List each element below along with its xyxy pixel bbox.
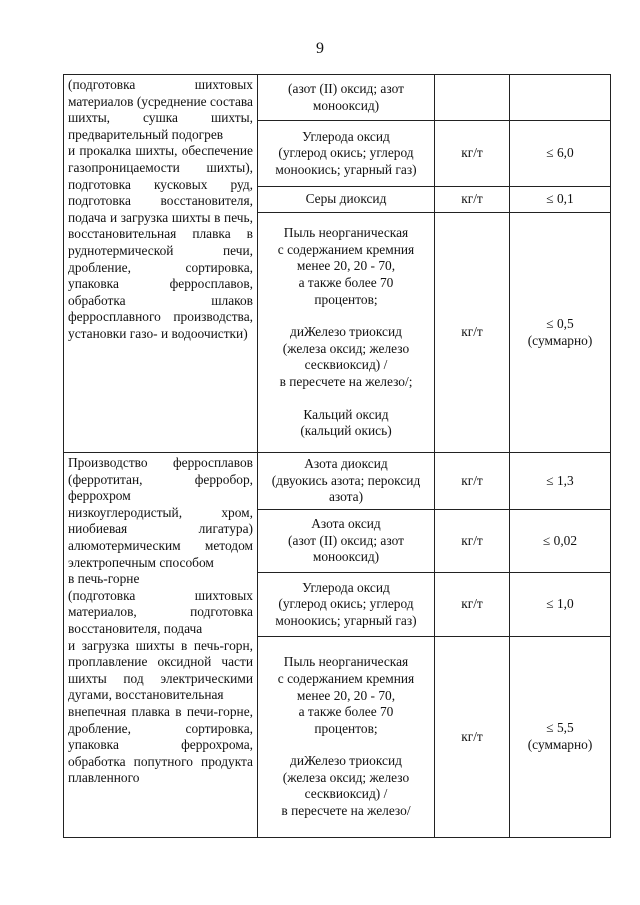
substance-line: Углерода оксид [302, 128, 390, 144]
substance-line: моноокись; угарный газ) [275, 161, 417, 177]
page-number: 9 [316, 40, 324, 57]
substance-line: (железа оксид; железо [282, 340, 410, 356]
substance-line: (углерод окись; углерод [278, 596, 414, 612]
unit-cell: кг/т [435, 213, 510, 453]
substance-line: (двуокись азота; пероксид [271, 472, 421, 488]
substance-cell [258, 510, 435, 573]
value-cell [510, 453, 611, 510]
value-cell [510, 637, 611, 838]
limit-note: (суммарно) [527, 737, 593, 752]
substance-line: менее 20, 20 - 70, [296, 687, 396, 703]
limit-value: ≤ 6,0 [546, 145, 574, 161]
unit-cell: кг/т [435, 453, 510, 510]
process-text: низкоуглеродистый, хром, ниобиевая лигатура) алюмотермическим методом электропечным способом [68, 504, 253, 570]
limit-value: ≤ 1,0 [546, 596, 574, 612]
substance-line: а также более 70 [298, 275, 394, 291]
process-text: (подготовка шихтовых материалов (усреднение состава шихты, сушка шихты, предварительный подогрев [68, 77, 253, 142]
value-cell [510, 573, 611, 637]
spacer [262, 308, 430, 324]
substance-line: менее 20, 20 - 70, [296, 258, 396, 274]
substance-line: сесквиоксид) / [304, 357, 388, 373]
value-cell [510, 187, 611, 213]
emissions-table [63, 74, 611, 838]
substance-line: Азота оксид [311, 516, 381, 532]
unit-cell [435, 75, 510, 121]
substance-cell [258, 75, 435, 121]
limit-value: ≤ 0,02 [542, 532, 578, 548]
process-text: Производство ферросплавов (ферротитан, ферробор, феррохром [68, 455, 253, 504]
substance-cell [258, 121, 435, 187]
substance-line: диЖелезо триоксид [290, 324, 402, 340]
substance-line: (углерод окись; углерод [278, 145, 414, 161]
substance-line: процентов; [314, 291, 378, 307]
substance-line: Кальций оксид [303, 406, 389, 422]
substance-line: монооксид) [312, 97, 380, 113]
substance-line: (азот (II) оксид; азот [288, 532, 404, 548]
substance-line: Пыль неорганическая [283, 225, 409, 241]
substance-line: монооксид) [312, 549, 380, 565]
unit-cell: кг/т [435, 187, 510, 213]
substance-line: а также более 70 [298, 704, 394, 720]
substance-line: азота) [328, 489, 364, 505]
process-text: (подготовка шихтовых материалов, подготовка восстановителя, подача [68, 587, 253, 636]
substance-line: в пересчете на железо/; [279, 373, 413, 389]
substance-line: процентов; [314, 720, 378, 736]
unit-cell: кг/т [435, 510, 510, 573]
limit-value: ≤ 0,5 [546, 315, 574, 331]
value-cell [510, 75, 611, 121]
process-text: и загрузка шихты в печь-горн, проплавление оксидной части шихты под электрическими дугами, восстановительная [68, 637, 253, 703]
substance-line: сесквиоксид) / [304, 786, 388, 802]
substance-line: с содержанием кремния [277, 670, 415, 686]
limit-value: ≤ 5,5 [546, 720, 574, 736]
process-text: и прокалка шихты, обеспечение газопроницаемости шихты), подготовка кусковых руд, подготовка восстановителя, подача и загрузка шихты в печь, восстановительная плавка в руднотермической печи, дробление, сортировка, упаковка ферросплавов, обработка шлаков ферросплавного производства, установки газо- и водоочистки) [68, 143, 253, 341]
limit-note: (суммарно) [527, 332, 593, 348]
table-row [64, 453, 611, 510]
limit-value: ≤ 0,1 [546, 191, 574, 207]
value-cell [510, 510, 611, 573]
unit-cell: кг/т [435, 121, 510, 187]
substance-line: (железа оксид; железо [282, 769, 410, 785]
unit-cell: кг/т [435, 637, 510, 838]
substance-line: (кальций окись) [300, 423, 392, 439]
substance-line: диЖелезо триоксид [290, 753, 402, 769]
table-row [64, 75, 611, 121]
substance-cell [258, 637, 435, 838]
substance-cell [258, 187, 435, 213]
substance-cell [258, 453, 435, 510]
substance-line: Углерода оксид [302, 579, 390, 595]
substance-line: Пыль неорганическая [283, 654, 409, 670]
limit-value: ≤ 1,3 [546, 472, 574, 488]
spacer [262, 391, 430, 407]
substance-line: Серы диоксид [305, 191, 387, 207]
process-text: внепечная плавка в печи-горне, дробление, сортировка, упаковка феррохрома, обработка попутного продукта плавленного [68, 703, 253, 786]
substance-line: с содержанием кремния [277, 241, 415, 257]
value-cell [510, 213, 611, 453]
process-description [64, 453, 258, 838]
process-description [64, 75, 258, 453]
substance-cell [258, 573, 435, 637]
spacer [262, 737, 430, 753]
unit-cell: кг/т [435, 573, 510, 637]
value-cell [510, 121, 611, 187]
substance-line: моноокись; угарный газ) [275, 612, 417, 628]
substance-line: (азот (II) оксид; азот [288, 80, 404, 96]
substance-line: в пересчете на железо/ [281, 803, 411, 819]
process-text: в печь-горне [68, 571, 140, 587]
substance-cell [258, 213, 435, 453]
substance-line: Азота диоксид [304, 456, 388, 472]
